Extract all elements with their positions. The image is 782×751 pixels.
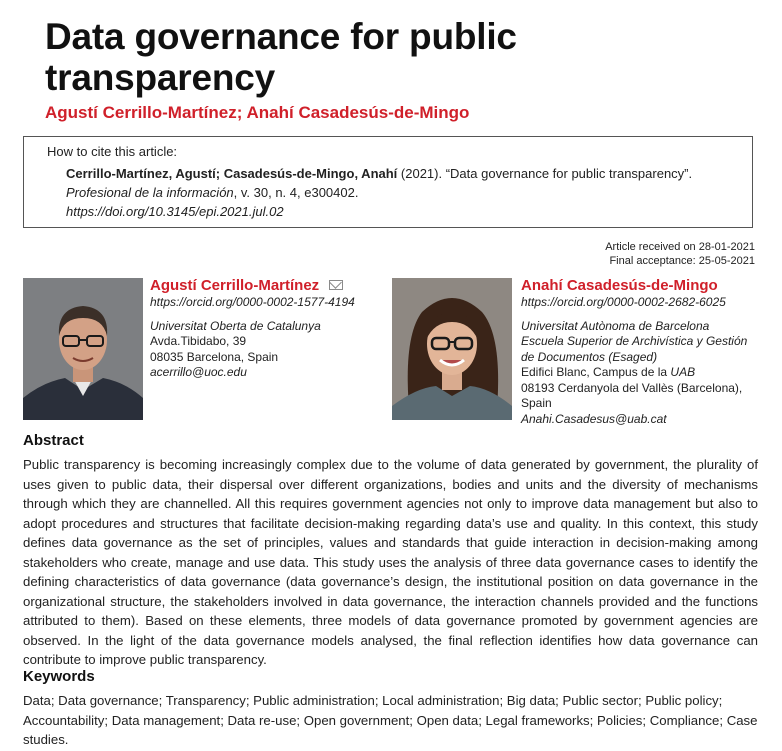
author2-block	[521, 277, 761, 427]
author2-address-city: 08193 Cerdanyola del Vallès (Barcelona), Spain	[521, 380, 743, 410]
author2-orcid-link[interactable]: https://orcid.org/0000-0002-2682-6025	[521, 295, 726, 309]
authors-line: Agustí Cerrillo-Martínez; Anahí Casadesús-de-Mingo	[45, 103, 470, 122]
citation-box	[23, 136, 753, 228]
citation-journal: Profesional de la información	[66, 185, 234, 200]
author1-address-city: 08035 Barcelona, Spain	[150, 349, 279, 364]
envelope-icon[interactable]	[329, 280, 343, 290]
received-date: Article received on 28-01-2021	[605, 241, 755, 253]
abstract-text: Public transparency is becoming increasingly complex due to the volume of data generated by government, the plurality of uses given to public data, their dispersal over different organizations, bodies and units and the diversity of mechanisms through which they are channelled. All this requires government agencies not only to improve data management but also to adopt procedures and structures that facilitate decision-making regarding data’s use and quality. In this context, this study defines data governance as the set of principles, values and standards that guide interaction in decision-making among stakeholders who create, manage and use data. This study uses the analysis of three data governance cases to identify the defining characteristics of data governance (data governance’s design, the institutional position on data governance in the organizational structure, the stakeholders involved in data governance, the interaction channels provided and the functions attributed to them). Based on these elements, three models of data governance promoted by government agencies are observed. In the light of the data governance models analysed, the final reflection identifies how data governance can contribute to improve public transparency.	[23, 457, 758, 667]
keywords-text: Data; Data governance; Transparency; Public administration; Local administration; Big data; Public sector; Public policy; Accountability; Data management; Data re-use; Open government; Open data; Legal frameworks; Policies; Compliance; Case studies.	[23, 693, 758, 747]
author1-photo	[23, 278, 143, 420]
author1-orcid-link[interactable]: https://orcid.org/0000-0002-1577-4194	[150, 295, 355, 309]
author2-affiliation-university: Universitat Autònoma de Barcelona	[521, 318, 710, 333]
citation-year-title: (2021). “Data governance for public transparency”.	[397, 166, 693, 181]
author1-affiliation: Universitat Oberta de Catalunya	[150, 318, 321, 333]
citation-heading: How to cite this article:	[47, 144, 178, 159]
author2-portrait-illustration	[392, 278, 512, 420]
citation-body	[66, 164, 746, 221]
author2-affiliation-school: Escuela Superior de Archivística y Gestión de Documentos (Esaged)	[521, 334, 748, 364]
author1-name: Agustí Cerrillo-Martínez	[150, 277, 320, 294]
author2-address-street	[521, 365, 761, 381]
author1-portrait-illustration	[23, 278, 143, 420]
author2-photo	[392, 278, 512, 420]
author2-address-uab: UAB	[670, 365, 696, 379]
article-title: Data governance for public transparency	[45, 16, 517, 98]
citation-authors: Cerrillo-Martínez, Agustí; Casadesús-de-Mingo, Anahí	[66, 166, 398, 181]
author2-name: Anahí Casadesús-de-Mingo	[521, 277, 718, 294]
acceptance-date: Final acceptance: 25-05-2021	[609, 255, 755, 267]
author1-address-street: Avda.Tibidabo, 39	[150, 334, 247, 348]
keywords-heading: Keywords	[23, 668, 95, 685]
citation-doi-link[interactable]: https://doi.org/10.3145/epi.2021.jul.02	[66, 204, 284, 219]
citation-volume: , v. 30, n. 4, e300402.	[233, 185, 359, 200]
author1-email[interactable]: acerrillo@uoc.edu	[150, 365, 247, 379]
author1-block	[150, 277, 380, 381]
abstract-heading: Abstract	[23, 432, 84, 449]
article-dates	[605, 240, 755, 268]
author2-email[interactable]: Anahi.Casadesus@uab.cat	[521, 411, 667, 426]
author2-address-prefix: Edifici Blanc, Campus de la	[521, 365, 671, 379]
